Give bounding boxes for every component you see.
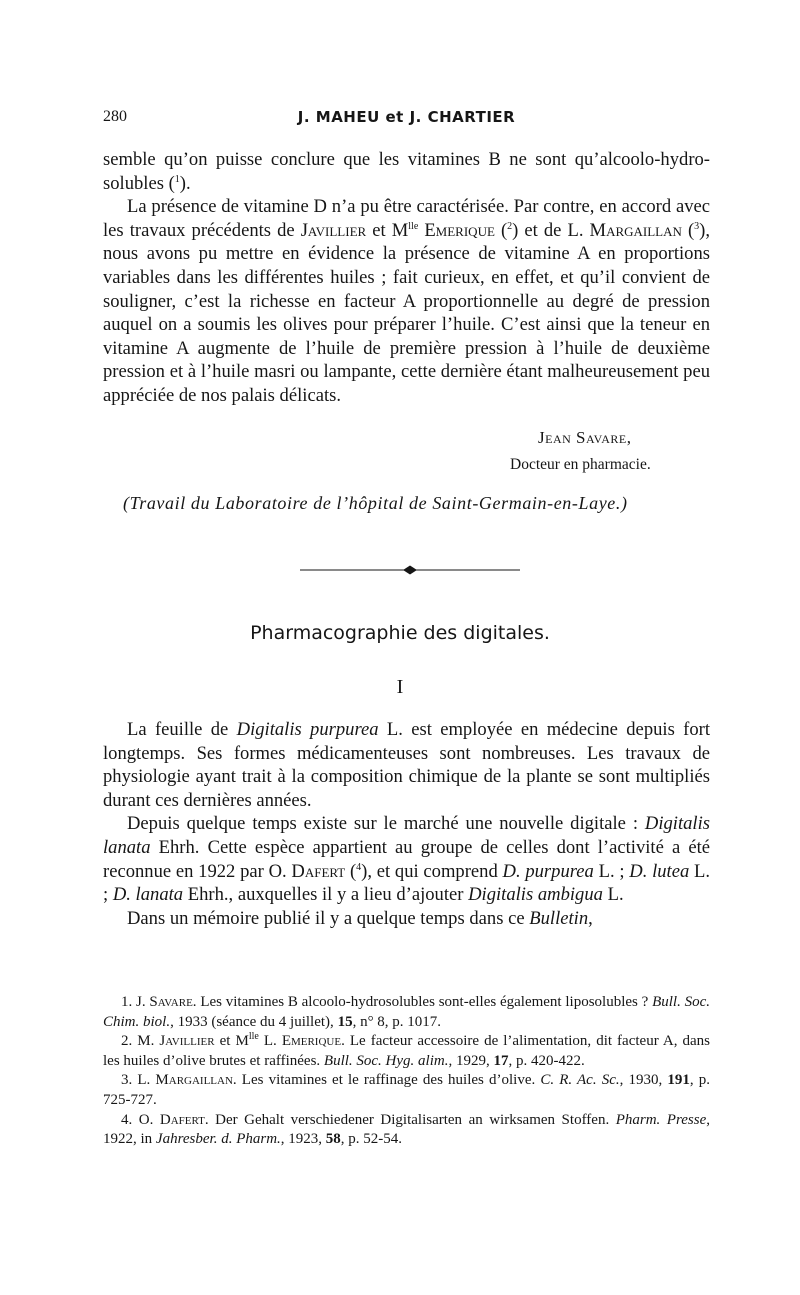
- footnotes: [103, 993, 710, 1150]
- running-head: [103, 108, 710, 130]
- footnote: 2. M. Javillier et $M^{lle}$ L. Emerique. Le facteur accessoire de l’alimentation, dit facteur A, dans les huiles d’olive brutes et raffinées. Bull. Soc. Hyg. alim., 1929, 17, p. 420-422.: [103, 1031, 711, 1069]
- article-body: [103, 718, 710, 930]
- running-title: J. MAHEU et J. CHARTIER: [297, 108, 516, 126]
- signature-name: Jean Savare,: [538, 428, 632, 447]
- paragraph: La feuille de Digitalis purpurea L. est employée en médecine depuis fort longtemps. Ses formes médicamenteuses sont nombreuses. Les travaux de physiologie ayant trait à la composition chimique de la plante se sont multipliés durant ces dernières années.: [103, 719, 710, 811]
- footnote-ref[interactable]: 1: [174, 173, 180, 185]
- article-ending: [103, 148, 710, 408]
- footnote: 1. J. Savare. Les vitamines B alcoolo-hydrosolubles sont-elles également liposolubles ? Bull. Soc. Chim. biol., 1933 (séance du 4 juillet), 15, n° 8, p. 1017.: [103, 994, 711, 1030]
- paragraph: Dans un mémoire publié il y a quelque temps dans ce Bulletin,: [127, 907, 593, 929]
- page-number: 280: [103, 108, 127, 125]
- footnote: 3. L. Margaillan. Les vitamines et le raffinage des huiles d’olive. C. R. Ac. Sc., 1930, 191, p. 725-727.: [103, 1072, 711, 1108]
- footnote: 4. O. Dafert. Der Gehalt verschiedener Digitalisarten an wirksamen Stoffen. Pharm. Presse, 1922, in Jahresber. d. Pharm., 1923, 58, p. 52-54.: [103, 1111, 710, 1148]
- section-title: Pharmacographie des digitales.: [250, 622, 550, 644]
- paragraph: semble qu’on puisse conclure que les vitamines B ne sont qu’alcoolo-hydro-solubles ($^1$).: [103, 149, 710, 194]
- laboratory-note: (Travail du Laboratoire de l’hôpital de Saint-Germain-en-Laye.): [123, 493, 628, 513]
- section-number: I: [396, 676, 404, 698]
- paragraph: Depuis quelque temps existe sur le marché une nouvelle digitale : Digitalis lanata Ehrh. Cette espèce appartient au groupe de celles dont l’activité a été reconnue en 1922 par O. Dafert ($^4$), et qui comprend D. purpurea L. ; D. lutea L. ; D. lanata Ehrh., auxquelles il y a lieu d’ajouter Digitalis ambigua L.: [103, 813, 711, 906]
- footnote-ref[interactable]: 3: [694, 220, 700, 232]
- author-name: Margaillan: [589, 219, 682, 241]
- paragraph: La présence de vitamine D n’a pu être caractérisée. Par contre, en accord avec les travaux précédents de Javillier et $M^{lle}$ Emerique ($^2$) et de L. Margaillan ($^3$), nous avons pu mettre en évidence la présence de vitamine A en proportions variables dans les différentes huiles ; fait curieux, en effet, et qu’il convient de souligner, c’est la richesse en facteur A proportionnelle au degré de pression auquel on a soumis les olives pour préparer l’huile. C’est ainsi que la teneur en vitamine A augmente de l’huile de première pression à l’huile de deuxième pression et à l’huile masri ou lampante, cette dernière étant malheureusement peu appréciée de nos palais délicats.: [103, 196, 710, 406]
- author-name: Dafert: [291, 860, 346, 882]
- author-name: Emerique: [424, 219, 495, 241]
- signature-title: Docteur en pharmacie.: [510, 456, 651, 473]
- author-name: Javillier: [300, 219, 367, 241]
- footnote-ref[interactable]: 2: [507, 220, 513, 232]
- section-divider: [300, 565, 520, 575]
- footnote-ref[interactable]: 4: [356, 861, 362, 873]
